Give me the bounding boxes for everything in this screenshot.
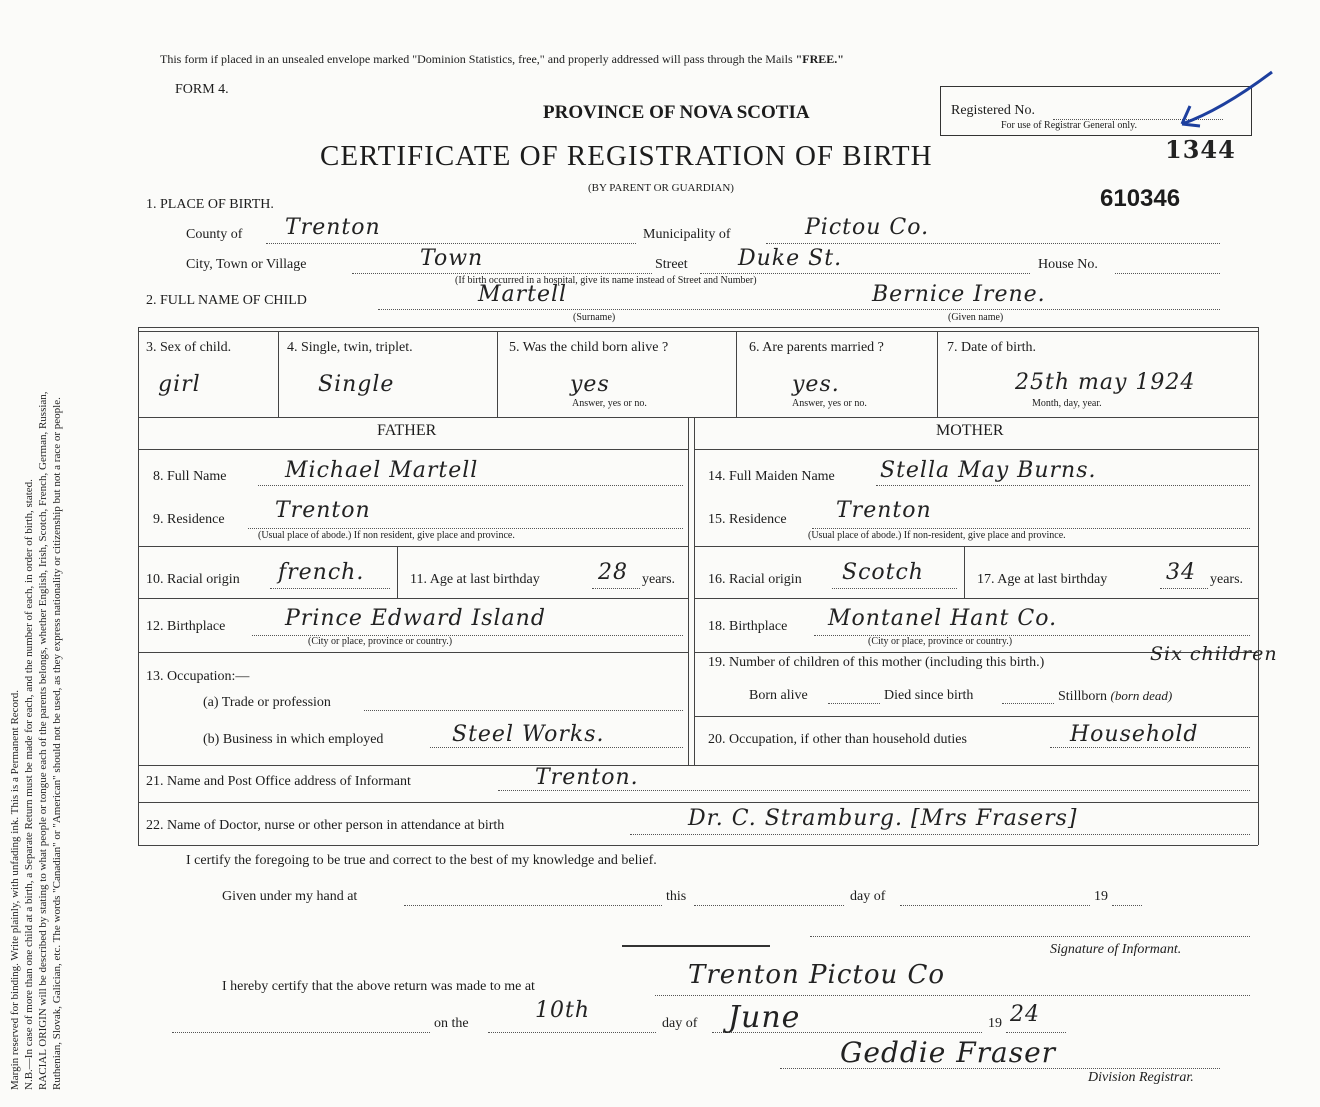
county-line — [266, 243, 636, 244]
given-year-line — [1112, 905, 1142, 906]
certify-statement: I certify the foregoing to be true and correct to the best of my knowledge and belief. — [186, 853, 657, 868]
business-label: (b) Business in which employed — [203, 732, 384, 747]
mother-name-label: 14. Full Maiden Name — [708, 469, 835, 484]
registration-day-line — [488, 1032, 656, 1033]
father-name-label: 8. Full Name — [153, 469, 227, 484]
day-of-label-2: day of — [662, 1016, 698, 1031]
mother-residence-line — [812, 528, 1250, 529]
certificate-number: 610346 — [1100, 185, 1181, 212]
rule — [694, 546, 1258, 547]
father-age-line — [592, 588, 640, 589]
rule — [138, 327, 1258, 328]
informant-value: Trenton. — [535, 765, 639, 790]
given-name-caption: (Given name) — [948, 312, 1004, 323]
nineteen-label: 19 — [1094, 889, 1108, 904]
rule — [497, 331, 498, 417]
born-alive-caption: Answer, yes or no. — [572, 398, 647, 409]
county-label: County of — [186, 227, 243, 242]
place-of-birth-heading: 1. PLACE OF BIRTH. — [146, 197, 274, 212]
margin-line-4: Ruthenian, Slovak, Galician, etc. The words "Canadian" or "American" should not be used, as they express nationality or citizenship but not a race or people. — [51, 397, 63, 1090]
mother-age-value: 34 — [1166, 560, 1196, 585]
mother-occupation-label: 20. Occupation, if other than household duties — [708, 732, 967, 747]
registration-place-line — [655, 995, 1250, 996]
street-label: Street — [655, 257, 688, 272]
municipality-label: Municipality of — [643, 227, 731, 242]
rule — [622, 945, 770, 947]
child-given-value: Bernice Irene. — [872, 282, 1046, 307]
rule — [138, 546, 688, 547]
rule — [694, 449, 1258, 450]
father-residence-value: Trenton — [275, 498, 371, 523]
page-subtitle: (BY PARENT OR GUARDIAN) — [588, 182, 734, 194]
mother-racial-label: 16. Racial origin — [708, 572, 802, 587]
born-alive-count-line — [828, 703, 880, 704]
rule — [1258, 327, 1259, 845]
registration-month-value: June — [728, 1000, 801, 1035]
hereby-certify-label: I hereby certify that the above return was made to me at — [222, 979, 535, 994]
registration-year-line — [1006, 1032, 1066, 1033]
registration-day-value: 10th — [535, 998, 591, 1023]
business-value: Steel Works. — [452, 722, 605, 747]
margin-line-3: RACIAL ORIGIN will be described by stating to what people or tongue each of the parents belongs, whether English, Irish, Scotch, French, German, Russian, — [37, 391, 49, 1090]
father-years-label: years. — [642, 572, 676, 587]
multiplicity-value: Single — [318, 372, 395, 397]
informant-signature-line — [810, 936, 1250, 937]
children-count-value: Six children — [1150, 643, 1278, 665]
doctor-label: 22. Name of Doctor, nurse or other person in attendance at birth — [146, 818, 505, 833]
doctor-line — [630, 834, 1250, 835]
given-under-label: Given under my hand at — [222, 889, 358, 904]
rule — [964, 546, 965, 598]
rule — [138, 802, 1258, 803]
business-line — [430, 747, 683, 748]
registrar-signature: Geddie Fraser — [840, 1036, 1057, 1069]
child-name-heading: 2. FULL NAME OF CHILD — [146, 293, 307, 308]
father-residence-caption: (Usual place of abode.) If non resident, give place and province. — [258, 530, 515, 541]
registration-lead-line — [172, 1032, 430, 1033]
given-month-line — [900, 905, 1090, 906]
arrow-icon — [1160, 66, 1280, 136]
stillborn-label: Stillborn (born dead) — [1058, 688, 1173, 704]
date-of-birth-label: 7. Date of birth. — [947, 340, 1037, 355]
rule — [138, 449, 688, 450]
hospital-note: (If birth occurred in a hospital, give its name instead of Street and Number) — [455, 275, 757, 286]
county-value: Trenton — [285, 215, 381, 240]
registration-place-value: Trenton Pictou Co — [688, 960, 946, 990]
municipality-value: Pictou Co. — [805, 215, 930, 240]
rule — [138, 845, 1258, 846]
rule — [138, 598, 688, 599]
father-name-value: Michael Martell — [285, 458, 479, 483]
city-label: City, Town or Village — [186, 257, 307, 272]
given-day-line — [694, 905, 844, 906]
mother-residence-caption: (Usual place of abode.) If non-resident, give place and province. — [808, 530, 1066, 541]
surname-caption: (Surname) — [573, 312, 616, 323]
this-label: this — [666, 889, 687, 904]
rule — [694, 716, 1258, 717]
rule — [138, 331, 1258, 332]
father-racial-label: 10. Racial origin — [146, 572, 240, 587]
rule — [736, 331, 737, 417]
sex-label: 3. Sex of child. — [146, 340, 232, 355]
informant-line — [498, 790, 1250, 791]
registrar-signature-line — [780, 1068, 1220, 1069]
father-birthplace-value: Prince Edward Island — [285, 606, 546, 631]
province-heading: PROVINCE OF NOVA SCOTIA — [543, 102, 810, 123]
signature-informant-caption: Signature of Informant. — [1050, 942, 1182, 957]
date-of-birth-caption: Month, day, year. — [1032, 398, 1102, 409]
child-name-line — [378, 309, 1220, 310]
rule — [138, 327, 139, 845]
father-heading: FATHER — [377, 422, 437, 439]
mother-age-label: 17. Age at last birthday — [977, 572, 1108, 587]
mother-birthplace-value: Montanel Hant Co. — [828, 606, 1058, 631]
mother-years-label: years. — [1210, 572, 1244, 587]
parents-married-caption: Answer, yes or no. — [792, 398, 867, 409]
children-count-label: 19. Number of children of this mother (including this birth.) — [708, 655, 1045, 670]
given-place-line — [404, 905, 662, 906]
street-line — [700, 273, 1030, 274]
registrar-only-note: For use of Registrar General only. — [1001, 120, 1137, 131]
rule — [138, 765, 1258, 766]
parents-married-value: yes. — [792, 372, 840, 397]
died-since-label: Died since birth — [884, 688, 974, 703]
mother-birthplace-label: 18. Birthplace — [708, 619, 788, 634]
margin-instructions — [8, 30, 64, 1090]
city-value: Town — [420, 246, 484, 271]
child-surname-value: Martell — [478, 282, 568, 307]
registered-no-label: Registered No. — [951, 103, 1035, 118]
trade-line — [364, 710, 683, 711]
mother-age-line — [1160, 588, 1208, 589]
date-of-birth-value: 25th may 1924 — [1015, 370, 1196, 395]
rule — [138, 652, 688, 653]
died-since-line — [1002, 703, 1054, 704]
year-prefix-label: 19 — [988, 1016, 1002, 1031]
rule — [688, 417, 689, 765]
mother-racial-line — [832, 588, 957, 589]
page-title: CERTIFICATE OF REGISTRATION OF BIRTH — [320, 140, 933, 172]
division-registrar-caption: Division Registrar. — [1088, 1070, 1194, 1085]
rule — [937, 331, 938, 417]
municipality-line — [766, 243, 1220, 244]
registration-year-value: 24 — [1010, 1002, 1040, 1027]
rule — [138, 417, 1258, 418]
trade-label: (a) Trade or profession — [203, 695, 331, 710]
informant-label: 21. Name and Post Office address of Informant — [146, 774, 411, 789]
born-alive-value: yes — [570, 372, 610, 397]
day-of-label: day of — [850, 889, 886, 904]
on-the-label: on the — [434, 1016, 469, 1031]
mother-name-line — [876, 485, 1250, 486]
rule — [278, 331, 279, 417]
house-no-line — [1115, 273, 1220, 274]
margin-line-1: Margin reserved for binding. Write plainly, with unfading ink. This is a Permanent Record. — [9, 690, 21, 1090]
mother-occupation-line — [1050, 747, 1250, 748]
rule — [694, 598, 1258, 599]
mother-residence-label: 15. Residence — [708, 512, 787, 527]
city-line — [352, 273, 652, 274]
rule — [694, 417, 695, 765]
mother-occupation-value: Household — [1070, 722, 1199, 747]
father-residence-line — [248, 528, 683, 529]
father-residence-label: 9. Residence — [153, 512, 225, 527]
mother-racial-value: Scotch — [842, 560, 924, 585]
handwritten-number: 1344 — [1165, 135, 1236, 164]
father-age-label: 11. Age at last birthday — [410, 572, 540, 587]
mail-notice: This form if placed in an unsealed envelope marked "Dominion Statistics, free," and properly addressed will pass through the Mails "FREE." — [160, 52, 844, 66]
street-value: Duke St. — [738, 246, 843, 271]
form-number: FORM 4. — [175, 82, 229, 97]
father-name-line — [258, 485, 683, 486]
father-age-value: 28 — [598, 560, 628, 585]
multiplicity-label: 4. Single, twin, triplet. — [287, 340, 413, 355]
father-racial-line — [270, 588, 390, 589]
doctor-value: Dr. C. Stramburg. [Mrs Frasers] — [688, 806, 1078, 831]
father-birthplace-caption: (City or place, province or country.) — [308, 636, 453, 647]
margin-line-2: N.B.—In case of more than one child at a birth, a Separate Return must be made for each, and the number of each, in order of birth, stated. — [23, 479, 35, 1090]
mother-residence-value: Trenton — [836, 498, 932, 523]
born-alive-label: 5. Was the child born alive ? — [509, 340, 669, 355]
sex-value: girl — [158, 372, 201, 397]
rule — [397, 546, 398, 598]
father-racial-value: french. — [278, 560, 365, 585]
occupation-heading: 13. Occupation:— — [146, 669, 250, 684]
mother-name-value: Stella May Burns. — [880, 458, 1097, 483]
born-alive-count-label: Born alive — [749, 688, 808, 703]
father-birthplace-label: 12. Birthplace — [146, 619, 226, 634]
parents-married-label: 6. Are parents married ? — [749, 340, 884, 355]
mother-birthplace-caption: (City or place, province or country.) — [868, 636, 1013, 647]
mother-heading: MOTHER — [936, 422, 1004, 439]
house-no-label: House No. — [1038, 257, 1098, 272]
